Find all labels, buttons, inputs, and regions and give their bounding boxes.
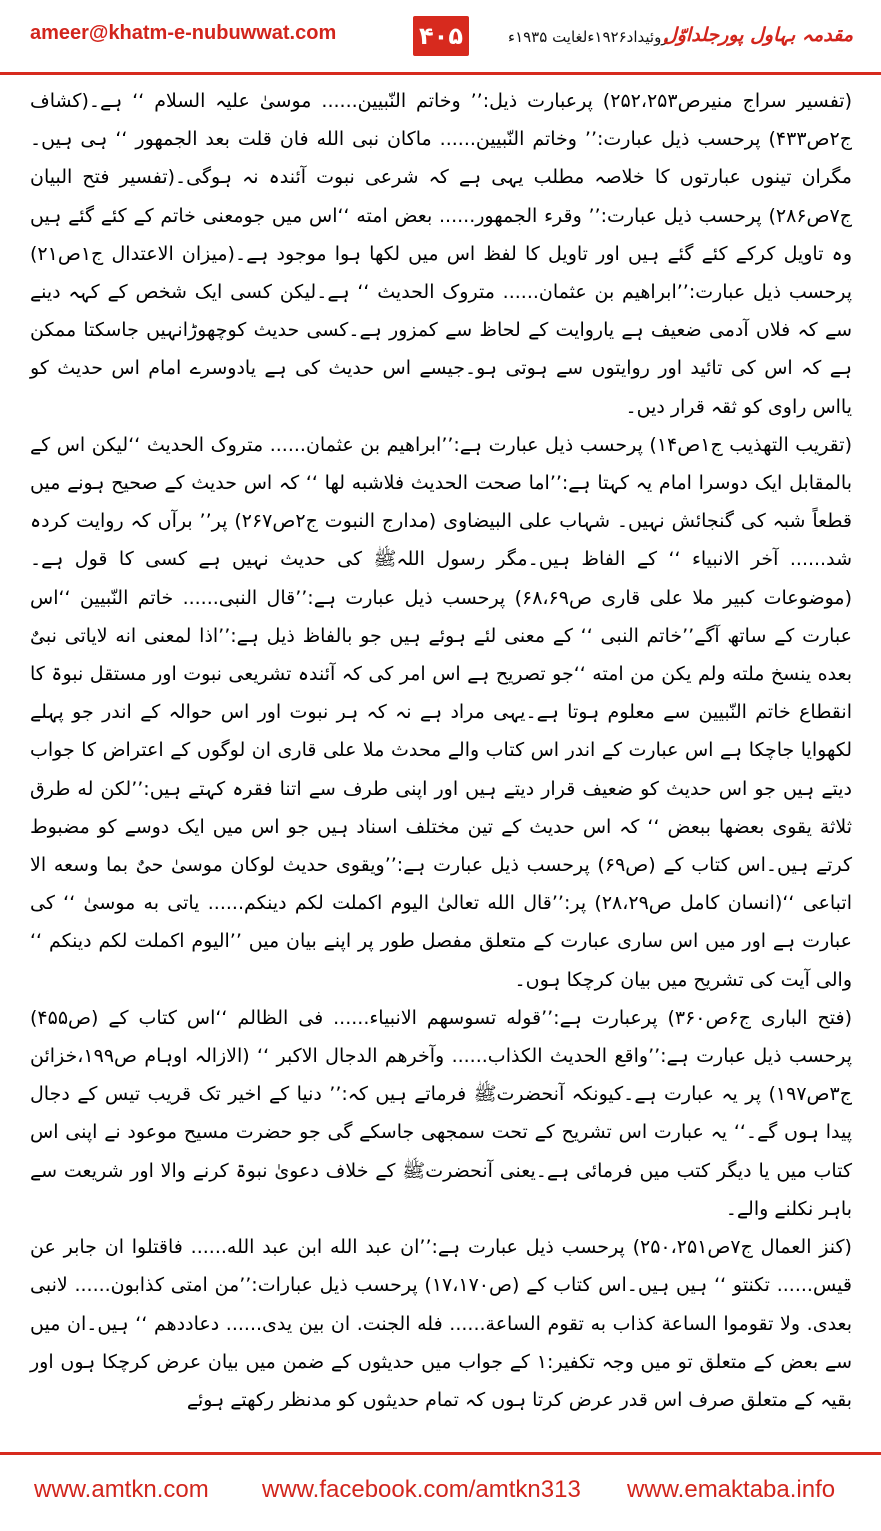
page-number-badge: ۴۰۵ (413, 16, 469, 56)
header-subtitle: روئیداد۱۹۲۶ءلغایت ۱۹۳۵ء (508, 28, 669, 46)
header-divider (0, 72, 881, 75)
footer-link-facebook[interactable]: www.facebook.com/amtkn313 (262, 1476, 581, 1503)
page-footer (0, 1472, 881, 1522)
email-address: ameer@khatm-e-nubuwwat.com (30, 22, 337, 44)
paragraph: (تفسیر سراج منیرص۲۵۲،۲۵۳) پرعبارت ذیل:’’ وخاتم النّبیین...... موسیٰ علیہ السلام ‘‘ ہے۔(کشاف ج۲ص۴۳۳) پرحسب ذیل عبارت:’’ وخاتم النّبیین...... ماکان نبی الله فان قلت بعد الجمهور ‘‘ ہی ہیں۔مگران تینوں عبارتوں کا خلاصہ مطلب یہی ہے کہ شرعی نبوت آئندہ نہ ہوگی۔(تفسیر فتح البیان ج۷ص۲۸۶) پرحسب ذیل عبارت:’’ وقرء الجمهور...... بعض امته ‘‘اس میں جومعنی خاتم کے کئے گئے ہیں وہ تاویل کرکے کئے گئے ہیں اور تاویل کا لفظ اس میں لکھا ہوا موجود ہے۔(میزان الاعتدال ج۱ص۲۱) پرحسب ذیل عبارت:’’ابراهیم بن عثمان...... متروک الحدیث ‘‘ ہے۔لیکن کسی ایک شخص کے کہہ دینے سے کہ فلاں آدمی ضعیف ہے یاروایت کے لحاظ سے کمزور ہے۔کسی حدیث کوچھوڑانہیں جاسکتا ممکن ہے کہ اس کی تائید اور روایتوں سے ہوتی ہو۔جیسے اس حدیث کی ہے یادوسرے امام اس حدیث کو یااس راوی کو ثقہ قرار دیں۔ (30, 90, 853, 418)
footer-link-amtkn[interactable]: www.amtkn.com (34, 1476, 209, 1503)
footer-divider (0, 1452, 881, 1455)
paragraph: (کنز العمال ج۷ص۲۵۰،۲۵۱) پرحسب ذیل عبارت ہے:’’ان عبد الله ابن عبد الله...... فاقتلوا ان جابر عن قیس...... تکنتو ‘‘ ہیں ہیں۔اس کتاب کے (ص۱۷،۱۷۰) پرحسب ذیل عبارات:’’من امتی کذابون...... لانبی بعدی. ولا تقوموا الساعة کذاب به تقوم الساعة...... فله الجنت. ان بین یدی...... دعاددهم ‘‘ ہیں۔ان میں سے بعض کے متعلق تو میں وجہ تکفیر:۱ کے جواب میں حدیثوں کے ضمن میں بیان عرض کرچکا ہوں اور بقیہ کے متعلق صرف اس قدر عرض کرتا ہوں کہ تمام حدیثوں کو مدنظر رکھتے ہوئے (30, 1236, 852, 1411)
page-body (30, 82, 852, 1444)
footer-link-emaktaba[interactable]: www.emaktaba.info (627, 1476, 836, 1503)
paragraph: (فتح الباری ج۶ص۳۶۰) پرعبارت ہے:’’قوله تسوسهم الانبیاء...... فی الظالم ‘‘اس کتاب کے (ص۴۵۵) پرحسب ذیل عبارت ہے:’’واقع الحدیث الکذاب...... وآخرهم الدجال الاکبر ‘‘ (الازالہ اوہام ص۱۹۹،خزائن ج۳ص۱۹۷) پر یہ عبارت ہے۔کیونکہ آنحضرتﷺ فرماتے ہیں کہ:’’ دنیا کے اخیر تک قریب تیس کے دجال پیدا ہوں گے۔‘‘ یہ عبارت اس تشریح کے تحت سمجھی جاسکے گی جو حضرت مسیح موعود نے اپنی اس کتاب میں یا دیگر کتب میں فرمائی ہے۔یعنی آنحضرتﷺ کے خلاف دعویٰ نبوۃ کرنے والا اور شریعت سے باہر نکلنے والے۔ (30, 1006, 852, 1220)
paragraph: (تقریب التھذیب ج۱ص۱۴) پرحسب ذیل عبارت ہے:’’ابراهیم بن عثمان...... متروک الحدیث ‘‘لیکن اس کے بالمقابل ایک دوسرا امام یہ کہتا ہے:’’اما صحت الحدیث فلاشبه لها ‘‘ کہ اس حدیث کے صحیح ہونے میں قطعاً شبہ کی گنجائش نہیں۔ شہاب علی البیضاوی (مدارج النبوت ج۲ص۲۶۷) پر’’ برآں کہ روایت کردہ شد...... آخر الانبیاء ‘‘ کے الفاظ ہیں۔مگر رسول اللہﷺ کی حدیث نہیں ہے کسی کا قول ہے۔(موضوعات کبیر ملا علی قاری ص۶۸،۶۹) پرحسب ذیل عبارت ہے:’’قال النبی...... خاتم النّبیین ‘‘اس عبارت کے ساتھ آگے’’خاتم النبی ‘‘ کے معنی لئے ہوئے ہیں جو بالفاظ ذیل ہے:’’اذا لمعنی انه لایاتی نبیٌ بعده ینسخ ملته ولم یکن من امته ‘‘جو تصریح ہے اس امر کی کہ آئندہ تشریعی نبوت اور مستقل نبوۃ کا انقطاع خاتم النّبیین سے معلوم ہوتا ہے۔یہی مراد ہے نہ کہ ہر نبوت اور اس حوالہ کے اندر جو پہلے لکھوایا جاچکا ہے اس عبارت کے اندر اس کتاب والے محدث ملا علی قاری ان لوگوں کے اعتراض کا جواب دیتے ہیں جو اس حدیث کو ضعیف قرار دیتے ہیں اور اپنی طرف سے اتنا فقرہ کہتے ہیں:’’لکن له طرق ثلاثة یقوی بعضها ببعض ‘‘ کہ اس حدیث کے تین مختلف اسناد ہیں جو اس میں ایک دوسے کو مضبوط کرتے ہیں۔اس کتاب کے (ص۶۹) پرحسب ذیل عبارت ہے:’’ویقوی حدیث لوکان موسیٰ حیٌ بما وسعه الا اتباعی ‘‘(انسان کامل ص۲۸،۲۹) پر:’’قال الله تعالیٰ الیوم اکملت لکم دینکم...... یاتی به موسیٰ ‘‘ کی عبارت ہے اور میں اس ساری عبارت کے متعلق مفصل طور پر اپنے بیان میں ’’الیوم اکملت لکم دینکم ‘‘ والی آیت کی تشریح میں بیان کرچکا ہوں۔ (30, 433, 852, 991)
book-title: مقدمہ بہاول پورجلداوّل (662, 24, 853, 46)
